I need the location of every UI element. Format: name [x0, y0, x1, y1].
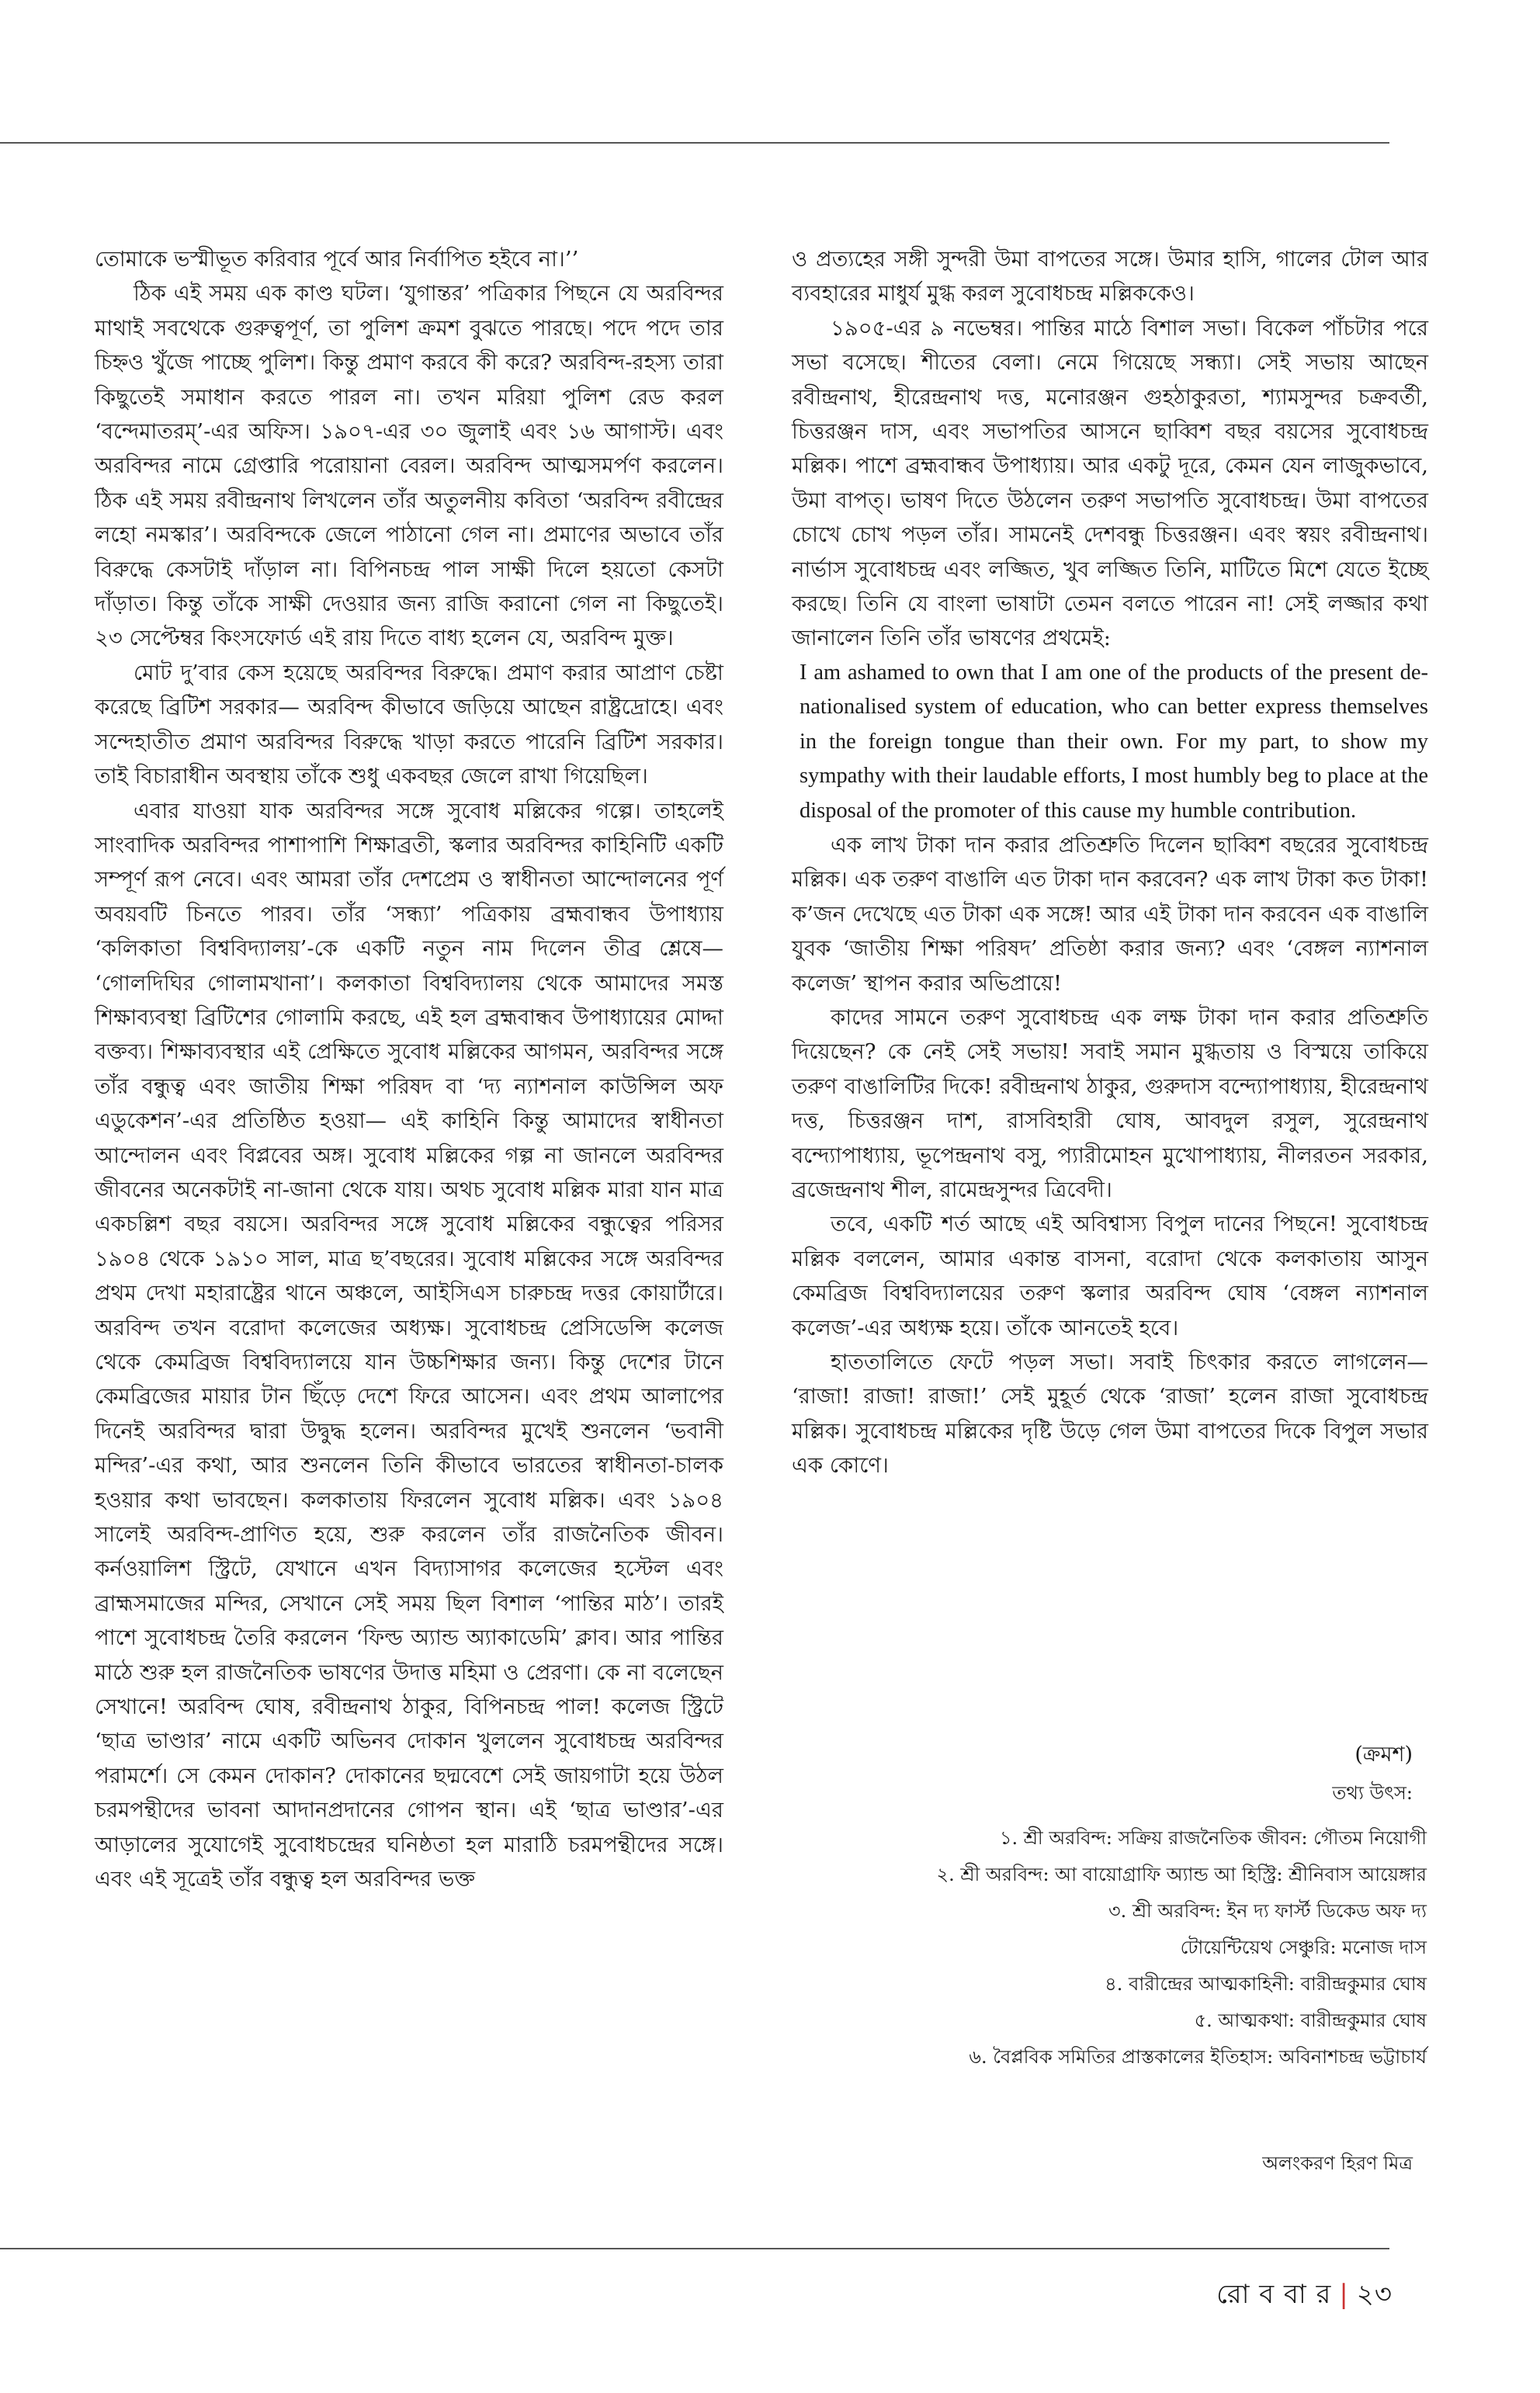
magazine-name: রো ব বা র — [1216, 2279, 1332, 2310]
source-item: ২. শ্রী অরবিন্দ: আ বায়োগ্রাফি অ্যান্ড আ হিস্ট্রি: শ্রীনিবাস আয়েঙ্গার — [936, 1864, 1427, 1885]
paragraph: ও প্রত্যহের সঙ্গী সুন্দরী উমা বাপতের সঙ্গে। উমার হাসি, গালের টোল আর ব্যবহারের মাধুর্য মুগ্ধ করল সুবোধচন্দ্র মল্লিককেও। — [792, 247, 1428, 307]
page-footer — [1216, 2274, 1393, 2318]
english-quote: I am ashamed to own that I am one of the products of the present de-nationalised system of education, who can better express themselves in the foreign tongue than their own. For my part, to show my sympathy with their laudable efforts, I most humbly beg to place at the disposal of the promoter of this cause my humble contribution. — [799, 660, 1428, 823]
paragraph: তবে, একটি শর্ত আছে এই অবিশ্বাস্য বিপুল দানের পিছনে! সুবোধচন্দ্র মল্লিক বললেন, আমার একান্ত বাসনা, বরোদা থেকে কলকাতায় আসুন কেমব্রিজ বিশ্ববিদ্যালয়ের তরুণ স্কলার অরবিন্দ ঘোষ ‘বেঙ্গল ন্যাশনাল কলেজ’-এর অধ্যক্ষ হয়ে। তাঁকে আনতেই হবে। — [792, 1212, 1428, 1340]
paragraph: এবার যাওয়া যাক অরবিন্দর সঙ্গে সুবোধ মল্লিকের গল্পে। তাহলেই সাংবাদিক অরবিন্দর পাশাপাশি শিক্ষাব্রতী, স্কলার অরবিন্দর কাহিনিটি একটি সম্পূর্ণ রূপ নেবে। এবং আমরা তাঁর দেশপ্রেম ও স্বাধীনতা আন্দোলনের পূর্ণ অবয়বটি চিনতে পারব। তাঁর ‘সন্ধ্যা’ পত্রিকায় ব্রহ্মবান্ধব উপাধ্যায় ‘কলিকাতা বিশ্ববিদ্যালয়’-কে একটি নতুন নাম দিলেন তীব্র শ্লেষে— ‘গোলদিঘির গোলামখানা’। কলকাতা বিশ্ববিদ্যালয় থেকে আমাদের সমস্ত শিক্ষাব্যবস্থা ব্রিটিশের গোলামি করছে, এই হল ব্রহ্মবান্ধব উপাধ্যায়ের মোদ্দা বক্তব্য। শিক্ষাব্যবস্থার এই প্রেক্ষিতে সুবোধ মল্লিকের আগমন, অরবিন্দর সঙ্গে তাঁর বন্ধুত্ব এবং জাতীয় শিক্ষা পরিষদ বা ‘দ্য ন্যাশনাল কাউন্সিল অফ এডুকেশন’-এর প্রতিষ্ঠিত হওয়া— এই কাহিনি কিন্তু আমাদের স্বাধীনতা আন্দোলন এবং বিপ্লবের অঙ্গ। সুবোধ মল্লিকের গল্প না জানলে অরবিন্দর জীবনের অনেকটাই না-জানা থেকে যায়। অথচ সুবোধ মল্লিক মারা যান মাত্র একচল্লিশ বছর বয়সে। অরবিন্দর সঙ্গে সুবোধ মল্লিকের বন্ধুত্বের পরিসর ১৯০৪ থেকে ১৯১০ সাল, মাত্র ছ’বছরের। সুবোধ মল্লিকের সঙ্গে অরবিন্দর প্রথম দেখা মহারাষ্ট্রের থানে অঞ্চলে, আইসিএস চারুচন্দ্র দত্তর কোয়ার্টারে। অরবিন্দ তখন বরোদা কলেজের অধ্যক্ষ। সুবোধচন্দ্র প্রেসিডেন্সি কলেজ থেকে কেমব্রিজ বিশ্ববিদ্যালয়ে যান উচ্চশিক্ষার জন্য। কিন্তু দেশের টানে কেমব্রিজের মায়ার টান ছিঁড়ে দেশে ফিরে আসেন। এবং প্রথম আলাপের দিনেই অরবিন্দর দ্বারা উদ্বুদ্ধ হলেন। অরবিন্দর মুখেই শুনলেন ‘ভবানী মন্দির’-এর কথা, আর শুনলেন তিনি কীভাবে ভারতের স্বাধীনতা-চালক হওয়ার কথা ভাবছেন। কলকাতায় ফিরলেন সুবোধ মল্লিক। এবং ১৯০৪ সালেই অরবিন্দ-প্রাণিত হয়ে, শুরু করলেন তাঁর রাজনৈতিক জীবন। কর্নওয়ালিশ স্ট্রিটে, যেখানে এখন বিদ্যাসাগর কলেজের হস্টেল এবং ব্রাহ্মসমাজের মন্দির, সেখানে সেই সময় ছিল বিশাল ‘পান্তির মাঠ’। তারই পাশে সুবোধচন্দ্র তৈরি করলেন ‘ফিল্ড অ্যান্ড অ্যাকাডেমি’ ক্লাব। আর পান্তির মাঠে শুরু হল রাজনৈতিক ভাষণের উদাত্ত মহিমা ও প্রেরণা। কে না বলেছেন সেখানে! অরবিন্দ ঘোষ, রবীন্দ্রনাথ ঠাকুর, বিপিনচন্দ্র পাল! কলেজ স্ট্রিটে ‘ছাত্র ভাণ্ডার’ নামে একটি অভিনব দোকান খুললেন সুবোধচন্দ্র অরবিন্দর পরামর্শে। সে কেমন দোকান? দোকানের ছদ্মবেশে সেই জায়গাটা হয়ে উঠল চরমপন্থীদের ভাবনা আদানপ্রদানের গোপন স্থান। এই ‘ছাত্র ভাণ্ডার’-এর আড়ালের সুযোগেই সুবোধচন্দ্রের ঘনিষ্ঠতা হল মারাঠি চরমপন্থীদের সঙ্গে। এবং এই সূত্রেই তাঁর বন্ধুত্ব হল অরবিন্দর ভক্ত — [95, 798, 723, 1892]
paragraph: মোট দু’বার কেস হয়েছে অরবিন্দর বিরুদ্ধে। প্রমাণ করার আপ্রাণ চেষ্টা করেছে ব্রিটিশ সরকার— অরবিন্দ কীভাবে জড়িয়ে আছেন রাষ্ট্রদ্রোহে। এবং সন্দেহাতীত প্রমাণ অরবিন্দর বিরুদ্ধে খাড়া করতে পারেনি ব্রিটিশ সরকার। তাই বিচারাধীন অবস্থায় তাঁকে শুধু একবছর জেলে রাখা গিয়েছিল। — [95, 660, 723, 789]
paragraph: হাততালিতে ফেটে পড়ল সভা। সবাই চিৎকার করতে লাগলেন— ‘রাজা! রাজা! রাজা!’ সেই মুহূর্ত থেকে ‘রাজা’ হলেন রাজা সুবোধচন্দ্র মল্লিক। সুবোধচন্দ্র মল্লিকের দৃষ্টি উড়ে গেল উমা বাপতের দিকে বিপুল সভার এক কোণে। — [792, 1350, 1428, 1479]
paragraph: তোমাকে ভস্মীভূত করিবার পূর্বে আর নির্বাপিত হইবে না।’’ — [95, 247, 579, 272]
source-item: টোয়েন্টিয়েথ সেঞ্চুরি: মনোজ দাস — [1180, 1937, 1427, 1958]
footer-separator: | — [1339, 2279, 1349, 2310]
source-item: ৫. আত্মকথা: বারীন্দ্রকুমার ঘোষ — [1194, 2010, 1427, 2031]
sources-title: তথ্য উৎস: — [1332, 1782, 1413, 1804]
paragraph: ১৯০৫-এর ৯ নভেম্বর। পান্তির মাঠে বিশাল সভা। বিকেল পাঁচটার পরে সভা বসেছে। শীতের বেলা। নেমে গিয়েছে সন্ধ্যা। সেই সভায় আছেন রবীন্দ্রনাথ, হীরেন্দ্রনাথ দত্ত, মনোরঞ্জন গুহঠাকুরতা, শ্যামসুন্দর চক্রবর্তী, চিত্তরঞ্জন দাস, এবং সভাপতির আসনে ছাব্বিশ বছর বয়সের সুবোধচন্দ্র মল্লিক। পাশে ব্রহ্মবান্ধব উপাধ্যায়। আর একটু দূরে, কেমন যেন লাজুকভাবে, উমা বাপত্। ভাষণ দিতে উঠলেন তরুণ সভাপতি সুবোধচন্দ্র। উমা বাপতের চোখে চোখ পড়ল তাঁর। সামনেই দেশবন্ধু চিত্তরঞ্জন। এবং স্বয়ং রবীন্দ্রনাথ। নার্ভাস সুবোধচন্দ্র এবং লজ্জিত, খুব লজ্জিত তিনি, মাটিতে মিশে যেতে ইচ্ছে করছে। তিনি যে বাংলা ভাষাটা তেমন বলতে পারেন না! সেই লজ্জার কথা জানালেন তিনি তাঁর ভাষণের প্রথমেই: — [792, 315, 1428, 651]
article-column-right — [792, 242, 1428, 1483]
paragraph: এক লাখ টাকা দান করার প্রতিশ্রুতি দিলেন ছাব্বিশ বছরের সুবোধচন্দ্র মল্লিক। এক তরুণ বাঙালি এত টাকা দান করবেন? এক লাখ টাকা কত টাকা! ক’জন দেখেছে এত টাকা এক সঙ্গে! আর এই টাকা দান করবেন এক বাঙালি যুবক ‘জাতীয় শিক্ষা পরিষদ’ প্রতিষ্ঠা করার জন্য? এবং ‘বেঙ্গল ন্যাশনাল কলেজ’ স্থাপন করার অভিপ্রায়ে! — [792, 832, 1428, 996]
sources-list — [728, 1820, 1427, 2076]
source-item: ১. শ্রী অরবিন্দ: সক্রিয় রাজনৈতিক জীবন: গৌতম নিয়োগী — [999, 1827, 1427, 1849]
top-rule — [0, 142, 1389, 144]
paragraph: ঠিক এই সময় এক কাণ্ড ঘটল। ‘যুগান্তর’ পত্রিকার পিছনে যে অরবিন্দর মাথাই সবথেকে গুরুত্বপূর্ণ, তা পুলিশ ক্রমশ বুঝতে পারছে। পদে পদে তার চিহ্নও খুঁজে পাচ্ছে পুলিশ। কিন্তু প্রমাণ করবে কী করে? অরবিন্দ-রহস্য তারা কিছুতেই সমাধান করতে পারল না। তখন মরিয়া পুলিশ রেড করল ‘বন্দেমাতরম্’-এর অফিস। ১৯০৭-এর ৩০ জুলাই এবং ১৬ আগাস্ট। এবং অরবিন্দর নামে গ্রেপ্তারি পরোয়ানা বেরল। অরবিন্দ আত্মসমর্পণ করলেন। ঠিক এই সময় রবীন্দ্রনাথ লিখলেন তাঁর অতুলনীয় কবিতা ‘অরবিন্দ রবীন্দ্রের লহো নমস্কার’। অরবিন্দকে জেলে পাঠানো গেল না। প্রমাণের অভাবে তাঁর বিরুদ্ধে কেসটাই দাঁড়াল না। বিপিনচন্দ্র পাল সাক্ষী দিলে হয়তো কেসটা দাঁড়াত। কিন্তু তাঁকে সাক্ষী দেওয়ার জন্য রাজি করানো গেল না কিছুতেই। ২৩ সেপ্টেম্বর কিংসফোর্ড এই রায় দিতে বাধ্য হলেন যে, অরবিন্দ মুক্ত। — [95, 281, 723, 651]
paragraph: কাদের সামনে তরুণ সুবোধচন্দ্র এক লক্ষ টাকা দান করার প্রতিশ্রুতি দিয়েছেন? কে নেই সেই সভায়! সবাই সমান মুগ্ধতায় ও বিস্ময়ে তাকিয়ে তরুণ বাঙালিটির দিকে! রবীন্দ্রনাথ ঠাকুর, গুরুদাস বন্দ্যোপাধ্যায়, হীরেন্দ্রনাথ দত্ত, চিত্তরঞ্জন দাশ, রাসবিহারী ঘোষ, আবদুল রসুল, সুরেন্দ্রনাথ বন্দ্যোপাধ্যায়, ভূপেন্দ্রনাথ বসু, প্যারীমোহন মুখোপাধ্যায়, নীলরতন সরকার, ব্রজেন্দ্রনাথ শীল, রামেন্দ্রসুন্দর ত্রিবেদী। — [792, 1004, 1428, 1202]
to-be-continued: (ক্রমশ) — [1354, 1743, 1413, 1767]
page-number: ২৩ — [1356, 2279, 1393, 2310]
article-column-left — [95, 242, 723, 1897]
source-item: ৬. বৈপ্লবিক সমিতির প্রাস্তকালের ইতিহাস: অবিনাশচন্দ্র ভট্টাচার্য — [969, 2046, 1427, 2068]
source-item: ৩. শ্রী অরবিন্দ: ইন দ্য ফার্স্ট ডিকেড অফ দ্য — [1108, 1900, 1427, 1922]
source-item: ৪. বারীন্দ্রের আত্মকাহিনী: বারীন্দ্রকুমার ঘোষ — [1105, 1973, 1427, 1995]
bottom-rule — [0, 2248, 1389, 2249]
illustration-credit: অলংকরণ হিরণ মিত্র — [1262, 2152, 1413, 2174]
